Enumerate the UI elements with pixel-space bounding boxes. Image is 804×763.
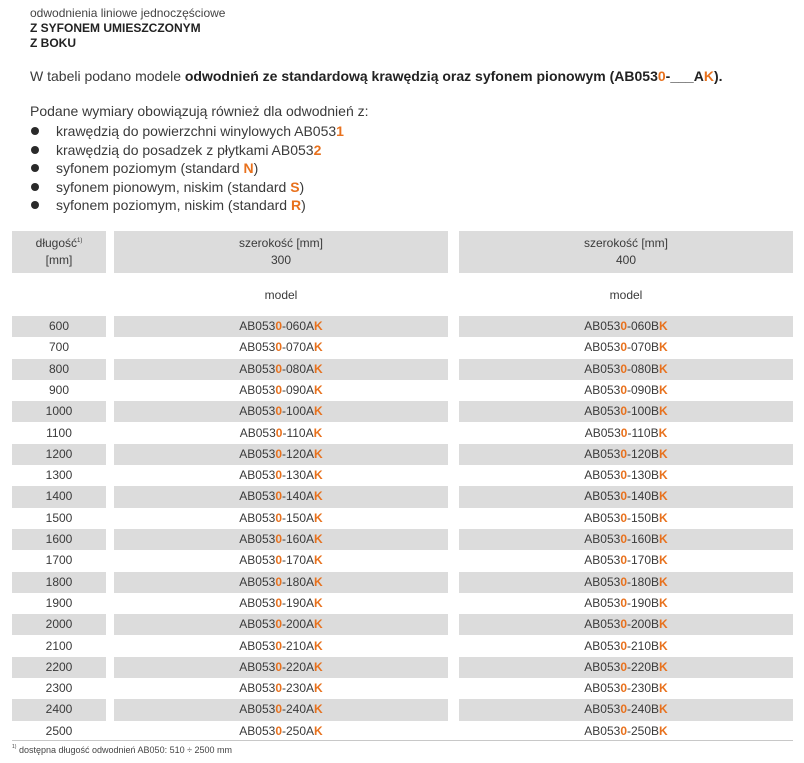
model-prefix: AB053 [239,532,276,546]
model-suffix: K [659,319,668,333]
model-variant-digit: 0 [620,574,627,589]
model-300-cell [114,444,448,465]
table-row [0,316,804,337]
model-prefix: AB053 [584,617,621,632]
model-suffix: K [659,723,668,738]
model-size: -120A [282,446,315,461]
model-prefix: AB053 [584,425,621,440]
model-variant-digit: 0 [275,489,282,504]
model-suffix: K [659,553,668,568]
model-suffix: K [314,574,323,589]
model-size: -160A [282,532,315,546]
model-variant-digit: 0 [275,532,282,546]
model-suffix: K [659,468,668,483]
model-size: -190B [627,595,660,610]
model-size: -120B [627,446,660,461]
model-400-cell [459,593,793,614]
model-suffix: K [314,489,323,504]
option-close: ) [299,178,305,195]
intro-text [30,68,723,84]
header-width-300 [114,231,448,273]
model-suffix: K [314,595,323,610]
model-prefix: AB053 [584,723,621,738]
model-suffix: K [314,404,323,419]
length-label-text: długość [35,236,78,250]
model-prefix: AB053 [239,574,276,589]
model-variant-digit: 0 [620,340,627,355]
model-variant-digit: 0 [275,574,282,589]
model-suffix: K [659,340,668,355]
model-variant-digit: 0 [620,659,627,674]
model-400-cell [459,529,793,550]
model-prefix: AB053 [239,425,276,440]
model-suffix: K [659,489,668,504]
model-prefix: AB053 [584,319,621,333]
model-suffix: K [314,382,323,397]
intro-bold-mid: -___A [665,68,704,84]
model-suffix: K [314,723,323,738]
model-prefix: AB053 [584,553,621,568]
header-width-300-value: 300 [270,253,292,267]
option-code: S [290,178,300,195]
model-variant-digit: 0 [620,404,627,419]
model-300-cell [114,699,448,720]
length-cell: 700 [48,340,70,355]
model-variant-digit: 0 [620,702,627,717]
model-400-cell [459,508,793,529]
model-prefix: AB053 [239,340,276,355]
model-variant-digit: 0 [275,595,282,610]
table-row [0,465,804,486]
length-cell: 1200 [12,444,106,465]
header-width-400-label: szerokość [mm] [583,236,668,250]
model-400-cell [459,359,793,380]
model-size: -220A [282,659,315,674]
table-row [0,529,804,550]
option-item [30,141,344,160]
model-size: -060A [282,319,315,333]
model-variant-digit: 0 [620,532,627,546]
model-suffix: K [659,532,668,546]
header-title-line2: Z BOKU [30,36,76,50]
model-size: -170B [627,553,660,568]
table-row [0,486,804,507]
model-variant-digit: 0 [620,468,627,483]
model-prefix: AB053 [239,382,276,397]
model-300-cell [114,337,448,358]
model-size: -190A [282,595,315,610]
model-suffix: K [314,702,323,717]
model-suffix: K [659,595,668,610]
model-size: -140B [627,489,660,504]
model-size: -200B [627,617,660,632]
model-size: -090A [282,382,315,397]
model-suffix: K [659,638,668,653]
model-size: -250A [282,723,315,738]
length-cell: 2300 [45,681,73,696]
model-suffix: K [314,638,323,653]
model-prefix: AB053 [239,617,276,632]
model-variant-digit: 0 [620,681,627,696]
model-suffix: K [659,659,668,674]
model-size: -090B [627,382,660,397]
model-suffix: K [314,617,323,632]
model-prefix: AB053 [584,361,621,376]
model-prefix: AB053 [584,340,621,355]
model-300-cell [114,486,448,507]
option-item [30,178,344,197]
model-variant-digit: 0 [275,681,282,696]
model-variant-digit: 0 [620,425,628,440]
length-cell: 2200 [12,657,106,678]
model-prefix: AB053 [584,659,621,674]
table-row [0,444,804,465]
model-400-cell [459,486,793,507]
header-length [12,231,106,273]
length-cell: 2500 [45,723,73,738]
model-prefix: AB053 [239,489,276,504]
model-suffix: K [659,510,668,525]
model-suffix: K [314,510,323,525]
intro-bold [185,68,723,84]
model-300-cell [114,423,448,444]
model-variant-digit: 0 [620,382,627,397]
model-suffix: K [314,659,323,674]
model-variant-digit: 0 [275,659,282,674]
table-row [0,572,804,593]
model-variant-digit: 0 [275,553,282,568]
model-size: -070B [627,340,660,355]
model-size: -240A [282,702,315,717]
table-row [0,508,804,529]
model-size: -110A [282,425,314,440]
model-prefix: AB053 [239,659,276,674]
length-cell: 1800 [12,572,106,593]
model-300-cell [114,614,448,635]
model-variant-digit: 0 [275,425,283,440]
model-400-cell [459,614,793,635]
model-variant-digit: 0 [275,361,282,376]
model-size: -180B [627,574,660,589]
model-300-cell [114,316,448,337]
model-variant-digit: 0 [275,340,282,355]
model-suffix: K [314,446,323,461]
model-suffix: K [659,382,668,397]
model-size: -080B [627,361,660,376]
length-cell: 1400 [12,486,106,507]
model-variant-digit: 0 [620,489,627,504]
model-variant-digit: 0 [620,361,627,376]
option-text: krawędzią do powierzchni winylowych AB053 [56,123,337,139]
model-prefix: AB053 [584,702,621,717]
option-close: ) [253,160,259,176]
model-suffix: K [313,425,323,440]
option-item [30,122,344,141]
intro-bold-end: ). [713,68,723,84]
model-variant-digit: 0 [275,446,282,461]
model-size: -100B [627,404,660,419]
model-suffix: K [659,702,668,717]
model-400-cell [459,657,793,678]
model-variant-digit: 0 [620,617,627,632]
table-row [0,550,804,571]
model-size: -080A [282,361,315,376]
model-prefix: AB053 [584,510,621,525]
model-400-cell [459,550,793,571]
length-cell: 600 [12,316,106,337]
header-category: odwodnienia liniowe jednoczęściowe [30,6,226,20]
table-row [0,401,804,422]
option-code: N [243,160,254,176]
footnote-divider [12,740,793,741]
model-variant-digit: 0 [620,553,627,568]
model-300-cell [114,572,448,593]
model-variant-digit: 0 [275,468,282,483]
model-prefix: AB053 [584,382,621,397]
model-variant-digit: 0 [620,510,627,525]
model-prefix: AB053 [239,553,276,568]
model-300-cell [114,380,448,401]
length-cell: 900 [48,382,70,397]
model-variant-digit: 0 [620,595,627,610]
model-prefix: AB053 [584,446,621,461]
model-variant-digit: 0 [275,510,282,525]
length-cell: 2100 [45,638,73,653]
length-cell: 2000 [12,614,106,635]
model-size: -240B [627,702,660,717]
model-suffix: K [314,468,323,483]
option-code: 2 [313,141,322,158]
model-prefix: AB053 [584,404,621,419]
model-400-cell [459,401,793,422]
table-row [0,657,804,678]
model-size: -250B [627,723,660,738]
model-400-cell [459,337,793,358]
model-size: -230B [627,681,660,696]
model-300-cell [114,657,448,678]
model-suffix: K [314,681,323,696]
model-300-cell [114,593,448,614]
model-size: -230A [282,681,315,696]
model-variant-digit: 0 [620,446,627,461]
model-size: -200A [282,617,315,632]
option-code: 1 [336,123,344,139]
model-variant-digit: 0 [620,723,627,738]
model-prefix: AB053 [239,446,276,461]
model-300-cell [114,678,448,699]
model-variant-digit: 0 [620,638,627,653]
model-prefix: AB053 [584,638,621,653]
option-text: syfonem poziomym (standard [56,160,244,176]
model-300-cell [114,401,448,422]
footnote-text: dostępna długość odwodnień AB050: 510 ÷ 2500 mm [16,745,233,755]
model-size: -220B [627,659,660,674]
model-prefix: AB053 [584,681,621,696]
footnote-mark: 1) [12,744,17,750]
model-size: -210A [282,638,315,653]
intro-prefix: W tabeli podano modele [30,68,185,84]
model-prefix: AB053 [239,681,276,696]
option-text: krawędzią do posadzek z płytkami AB053 [56,141,314,158]
model-400-cell [459,572,793,593]
model-size: -130A [282,468,315,483]
table-row [0,614,804,635]
model-variant-digit: 0 [275,319,282,333]
model-400-cell [459,721,793,742]
model-prefix: AB053 [584,468,621,483]
model-suffix: K [659,617,668,632]
length-cell: 1900 [45,595,73,610]
model-prefix: AB053 [239,404,276,419]
model-size: -210B [627,638,660,653]
table-row [0,380,804,401]
model-variant-digit: 0 [275,638,282,653]
model-400-cell [459,699,793,720]
model-size: -160B [627,532,660,546]
option-text: syfonem poziomym, niskim (standard [56,197,291,213]
model-prefix: AB053 [584,595,621,610]
model-300-cell [114,721,448,742]
model-prefix: AB053 [239,702,276,717]
model-suffix: K [314,361,323,376]
model-prefix: AB053 [239,510,276,525]
model-400-cell [459,465,793,486]
model-400-cell [459,423,793,444]
model-suffix: K [659,404,668,419]
intro-bold-text: odwodnień ze standardową krawędzią oraz syfonem pionowym (AB053 [184,68,658,84]
footnote [12,745,232,755]
length-cell: 800 [12,359,106,380]
model-suffix: K [659,681,668,696]
model-300-cell [114,550,448,571]
length-cell: 1600 [12,529,106,550]
model-suffix: K [659,446,668,461]
table-row [0,699,804,720]
model-size: -060B [627,319,660,333]
model-suffix: K [659,361,668,376]
applicability-note: Podane wymiary obowiązują również dla odwodnień z: [30,103,369,119]
model-400-cell [459,316,793,337]
header-length-unit: [mm] [45,253,73,267]
model-prefix: AB053 [239,319,276,333]
header-title-line1: Z SYFONEM UMIESZCZONYM [30,21,201,35]
option-code: R [290,197,302,213]
intro-accent-letter: K [703,68,714,84]
model-variant-digit: 0 [275,382,282,397]
model-size: -180A [282,574,315,589]
model-400-cell [459,444,793,465]
model-size: -150B [627,510,660,525]
model-size: -140A [282,489,315,504]
page-header [30,6,225,51]
model-prefix: AB053 [584,532,621,546]
model-suffix: K [658,425,668,440]
model-300-cell [114,508,448,529]
option-item [30,159,344,178]
model-400-cell [459,380,793,401]
header-width-300-label: szerokość [mm] [238,236,323,250]
model-prefix: AB053 [239,723,276,738]
model-size: -170A [282,553,315,568]
table-row [0,359,804,380]
model-suffix: K [659,574,668,589]
model-label-400: model [609,288,643,302]
model-label-300: model [264,288,298,302]
model-prefix: AB053 [584,574,621,589]
model-size: -110B [627,425,659,440]
model-variant-digit: 0 [275,702,282,717]
length-cell: 2400 [12,699,106,720]
length-cell: 1500 [45,510,73,525]
table-row [0,593,804,614]
model-size: -150A [282,510,315,525]
model-400-cell [459,678,793,699]
model-size: -070A [282,340,315,355]
model-variant-digit: 0 [620,319,627,333]
model-prefix: AB053 [239,361,276,376]
model-prefix: AB053 [239,595,276,610]
table-row [0,636,804,657]
table-row [0,337,804,358]
option-close: ) [301,197,306,213]
header-width-400-value: 400 [615,253,637,267]
length-cell: 1700 [45,553,73,568]
model-prefix: AB053 [239,468,276,483]
length-cell: 1300 [45,468,73,483]
model-300-cell [114,359,448,380]
option-item [30,196,344,215]
model-size: -100A [282,404,315,419]
model-300-cell [114,529,448,550]
header-width-400 [459,231,793,273]
model-300-cell [114,465,448,486]
length-cell: 1000 [12,401,106,422]
option-text: syfonem pionowym, niskim (standard [56,178,291,195]
model-variant-digit: 0 [275,404,282,419]
table-row [0,721,804,742]
model-suffix: K [314,532,323,546]
header-length-label [12,235,106,252]
model-variant-digit: 0 [275,723,282,738]
table-row [0,423,804,444]
intro-accent-digit: 0 [657,68,666,84]
table-row [0,678,804,699]
options-list [30,122,344,215]
model-suffix: K [314,319,323,333]
model-300-cell [114,636,448,657]
model-400-cell [459,636,793,657]
model-variant-digit: 0 [275,617,282,632]
model-size: -130B [627,468,660,483]
model-suffix: K [314,553,323,568]
length-cell: 1100 [46,425,72,440]
length-footnote-mark: 1) [77,238,83,244]
model-suffix: K [314,340,323,355]
model-prefix: AB053 [584,489,621,504]
model-prefix: AB053 [239,638,276,653]
